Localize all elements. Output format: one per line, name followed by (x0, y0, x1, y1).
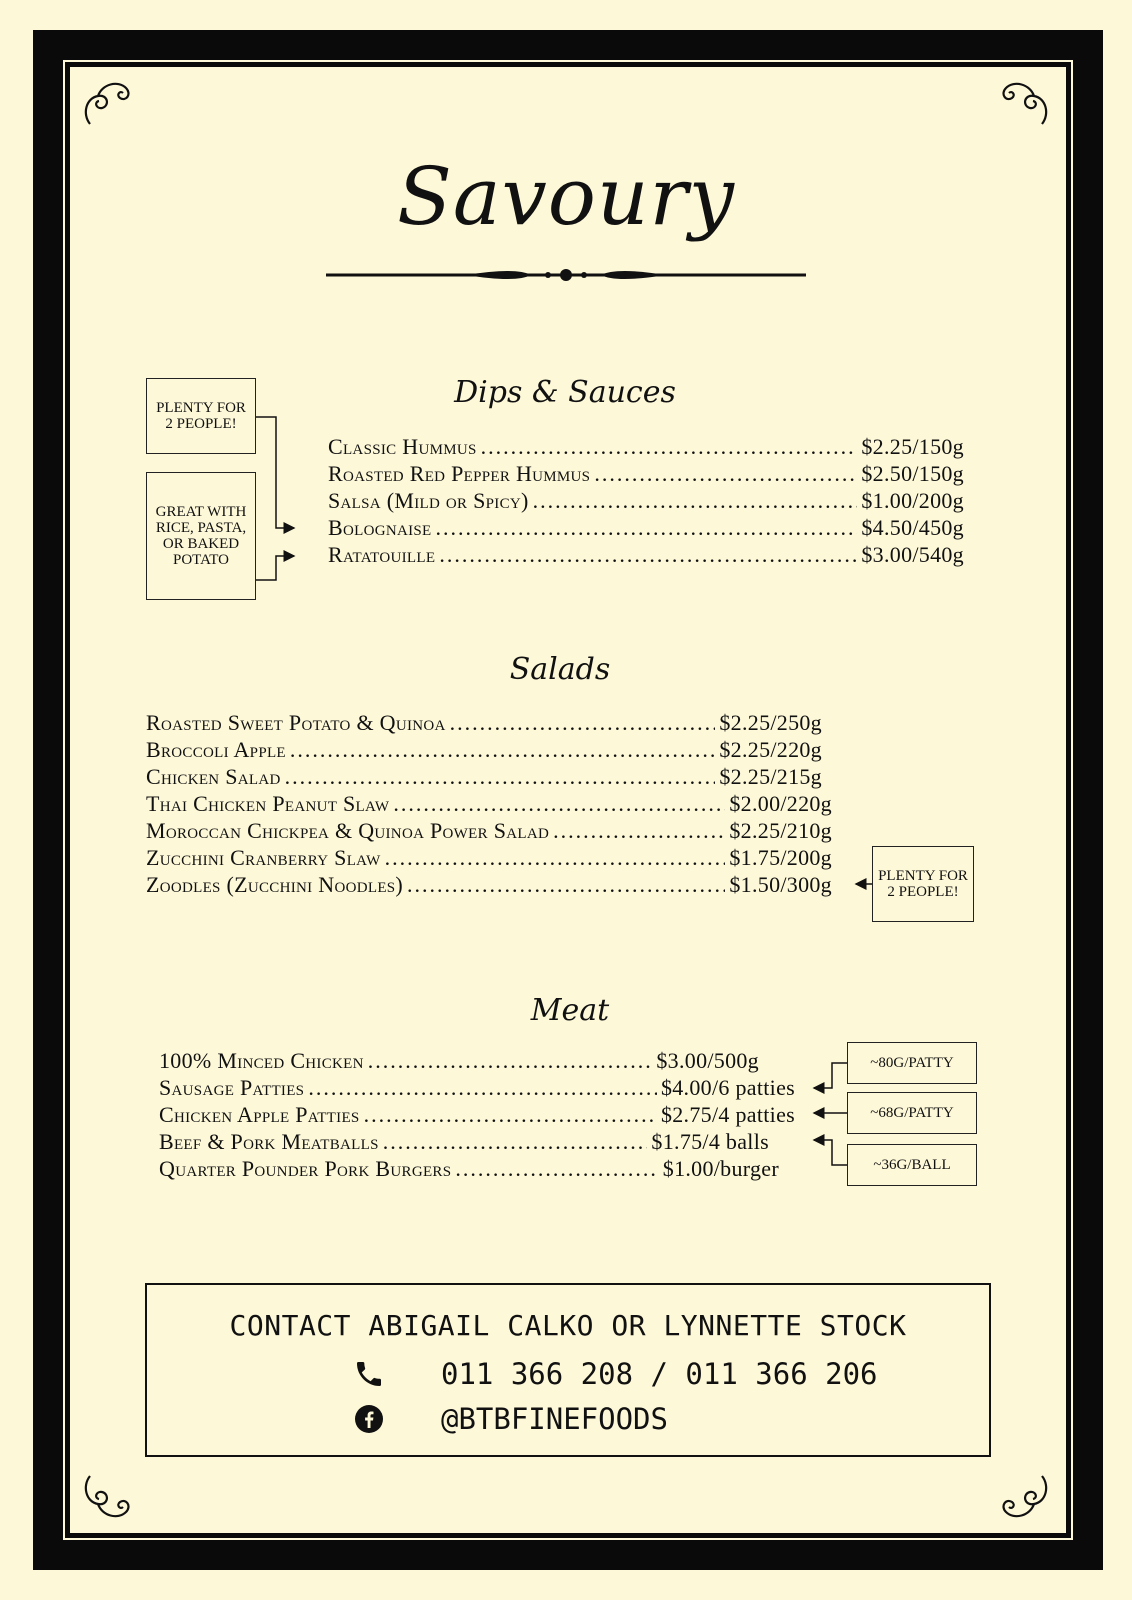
menu-item: 100% Minced Chicken ..... $3.00/500g (159, 1048, 759, 1074)
menu-item: Zucchini Cranberry Slaw ..... $1.75/200g (146, 845, 832, 871)
menu-item: Quarter Pounder Pork Burgers ..... $1.00/burger (159, 1156, 779, 1182)
section-heading-dips: Dips & Sauces (454, 375, 676, 410)
menu-item: Bolognaise ..... $4.50/450g (328, 515, 964, 541)
facebook-line (347, 1402, 668, 1436)
flourish-bottom-left-icon (80, 1468, 136, 1524)
phone-line (347, 1357, 878, 1391)
flourish-top-right-icon (996, 76, 1052, 132)
note-box: ~68G/PATTY (847, 1092, 977, 1134)
menu-item: Broccoli Apple ..... $2.25/220g (146, 737, 822, 763)
note-box: PLENTY FOR 2 PEOPLE! (872, 846, 974, 922)
menu-item: Thai Chicken Peanut Slaw ..... $2.00/220g (146, 791, 832, 817)
phone-numbers[interactable]: 011 366 208 / 011 366 206 (441, 1357, 878, 1391)
section-heading-meat: Meat (530, 993, 610, 1028)
menu-item: Moroccan Chickpea & Quinoa Power Salad ..... $2.25/210g (146, 818, 832, 844)
flourish-top-left-icon (80, 76, 136, 132)
page-title: Savoury (397, 150, 735, 243)
flourish-bottom-right-icon (996, 1468, 1052, 1524)
menu-item: Chicken Apple Patties ..... $2.75/4 patties (159, 1102, 795, 1128)
menu-item: Chicken Salad ..... $2.25/215g (146, 764, 822, 790)
menu-item: Zoodles (Zucchini Noodles) ..... $1.50/300g (146, 872, 832, 898)
menu-item: Roasted Sweet Potato & Quinoa ..... $2.25/250g (146, 710, 822, 736)
contact-box (145, 1283, 991, 1457)
menu-item: Beef & Pork Meatballs ..... $1.75/4 balls (159, 1129, 769, 1155)
menu-item: Sausage Patties ..... $4.00/6 patties (159, 1075, 795, 1101)
note-box: ~80G/PATTY (847, 1042, 977, 1084)
ornamental-divider-icon (326, 262, 806, 288)
note-box: ~36G/BALL (847, 1144, 977, 1186)
note-box: PLENTY FOR 2 PEOPLE! (146, 378, 256, 454)
note-box: GREAT WITH RICE, PASTA, OR BAKED POTATO (146, 472, 256, 600)
menu-item: Salsa (Mild or Spicy) ..... $1.00/200g (328, 488, 964, 514)
facebook-handle[interactable]: @BTBFINEFOODS (441, 1402, 668, 1436)
facebook-icon (347, 1403, 391, 1435)
menu-item: Ratatouille ..... $3.00/540g (328, 542, 964, 568)
menu-item: Classic Hummus ..... $2.25/150g (328, 434, 964, 460)
menu-item: Roasted Red Pepper Hummus ..... $2.50/150g (328, 461, 964, 487)
section-heading-salads: Salads (509, 652, 611, 687)
contact-title: CONTACT ABIGAIL CALKO OR LYNNETTE STOCK (229, 1309, 907, 1342)
phone-icon (347, 1358, 391, 1390)
